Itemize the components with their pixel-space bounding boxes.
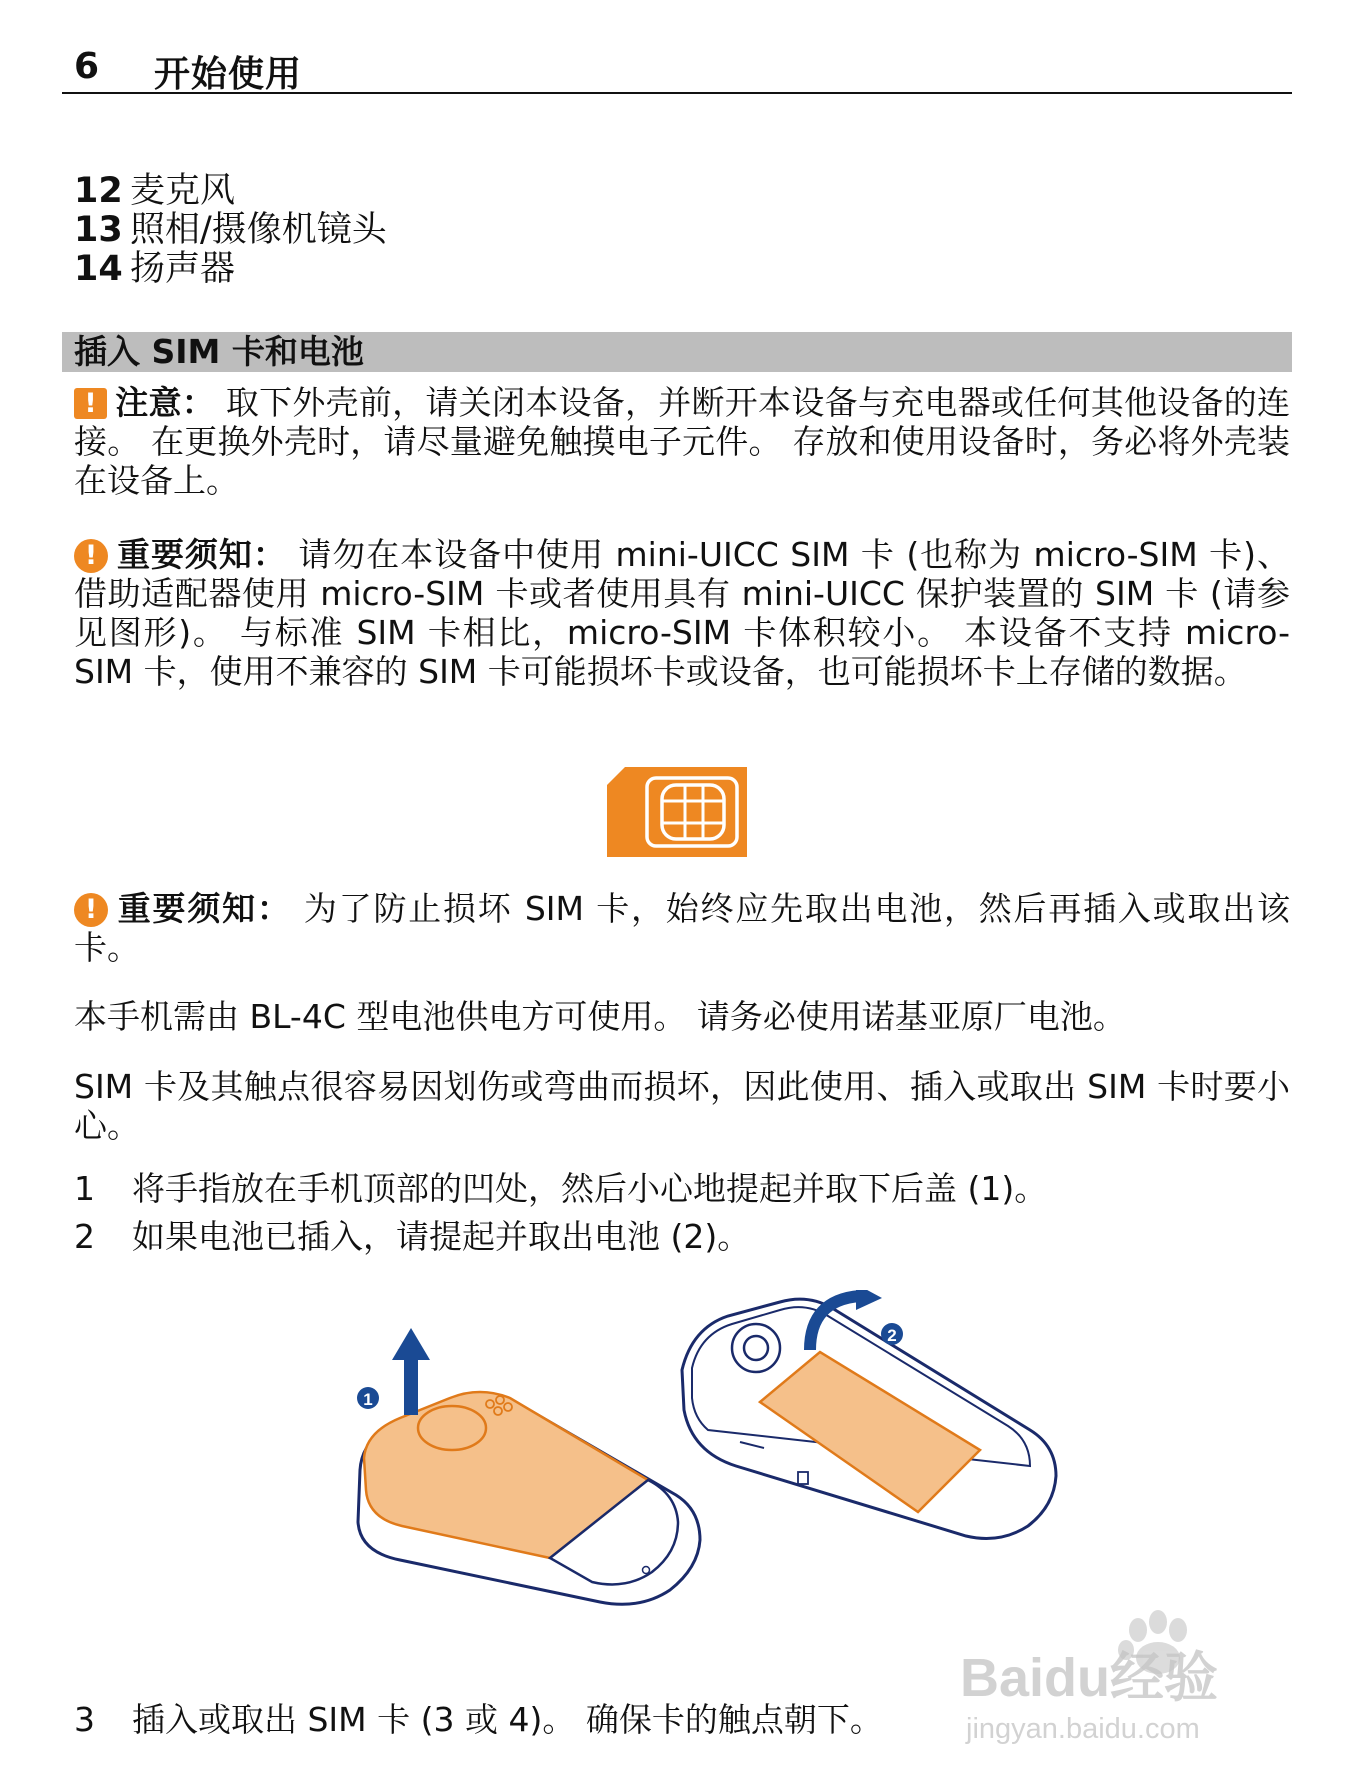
important-text: 为了防止损坏 SIM 卡，始终应先取出电池，然后再插入或取出该卡。: [74, 889, 1290, 967]
step-text: 插入或取出 SIM 卡 (3 或 4)。 确保卡的触点朝下。: [132, 1700, 883, 1739]
important-text: 请勿在本设备中使用 mini-UICC SIM 卡 (也称为 micro-SIM 卡)、借助适配器使用 micro-SIM 卡或者使用具有 mini-UICC 保护装置的 SIM 卡 (请参见图形)。 与标准 SIM 卡相比，micro-SIM 卡体积较小。 本设备不支持 micro-SIM 卡，使用不兼容的 SIM 卡可能损坏卡或设备，也可能损坏卡上存储的数据。: [74, 535, 1290, 691]
list-item: [74, 211, 387, 250]
callout-1: 1: [363, 1390, 373, 1409]
page-title: 开始使用: [154, 54, 303, 95]
part-label: 麦克风: [130, 171, 236, 211]
step-text: 如果电池已插入，请提起并取出电池 (2)。: [132, 1217, 751, 1256]
watermark-url: jingyan.baidu.com: [966, 1713, 1200, 1745]
warning-icon: !: [74, 893, 108, 927]
step-number: 3: [74, 1700, 95, 1739]
page-number: 6: [74, 46, 100, 87]
page-header: [62, 44, 1292, 94]
section-heading: [62, 332, 1292, 372]
parts-list: [74, 172, 387, 289]
part-number: 12: [74, 171, 123, 211]
step-number: 1: [74, 1169, 95, 1208]
sim-care-paragraph: SIM 卡及其触点很容易因划伤或弯曲而损坏，因此使用、插入或取出 SIM 卡时要小心。: [74, 1067, 1290, 1145]
part-number: 14: [74, 249, 123, 289]
note-label: 注意：: [115, 383, 216, 422]
callout-2: 2: [887, 1326, 897, 1345]
section-title: 插入 SIM 卡和电池: [74, 332, 364, 371]
battery-paragraph: 本手机需由 BL-4C 型电池供电方可使用。 请务必使用诺基亚原厂电池。: [74, 997, 1126, 1036]
important-label: 重要须知：: [116, 889, 292, 928]
watermark-brand: Baidu经验: [960, 1648, 1219, 1708]
list-item: [74, 1217, 1290, 1265]
steps-list: [74, 1169, 1290, 1265]
list-item: [74, 250, 387, 289]
note-icon: !: [74, 388, 107, 419]
list-item: [74, 1169, 1290, 1217]
step-text: 将手指放在手机顶部的凹处，然后小心地提起并取下后盖 (1)。: [132, 1169, 1048, 1208]
phone-disassembly-illustration: [340, 1290, 1080, 1650]
part-label: 扬声器: [130, 249, 236, 289]
important-paragraph-1: [74, 535, 1290, 691]
part-number: 13: [74, 210, 123, 250]
important-label: 重要须知：: [116, 535, 287, 574]
part-label: 照相/摄像机镜头: [130, 210, 387, 250]
important-paragraph-2: [74, 889, 1290, 967]
note-text: 取下外壳前，请关闭本设备，并断开本设备与充电器或任何其他设备的连接。 在更换外壳时，请尽量避免触摸电子元件。 存放和使用设备时，务必将外壳装在设备上。: [74, 383, 1291, 500]
micro-sim-card-icon: [607, 767, 747, 857]
phone-battery-illustration: [682, 1290, 1056, 1538]
warning-icon: !: [74, 539, 108, 573]
phone-back-cover-illustration: [357, 1328, 700, 1604]
list-item: [74, 172, 387, 211]
step-number: 2: [74, 1217, 95, 1256]
baidu-watermark-logo: [960, 1600, 1280, 1750]
note-paragraph: [74, 383, 1290, 500]
